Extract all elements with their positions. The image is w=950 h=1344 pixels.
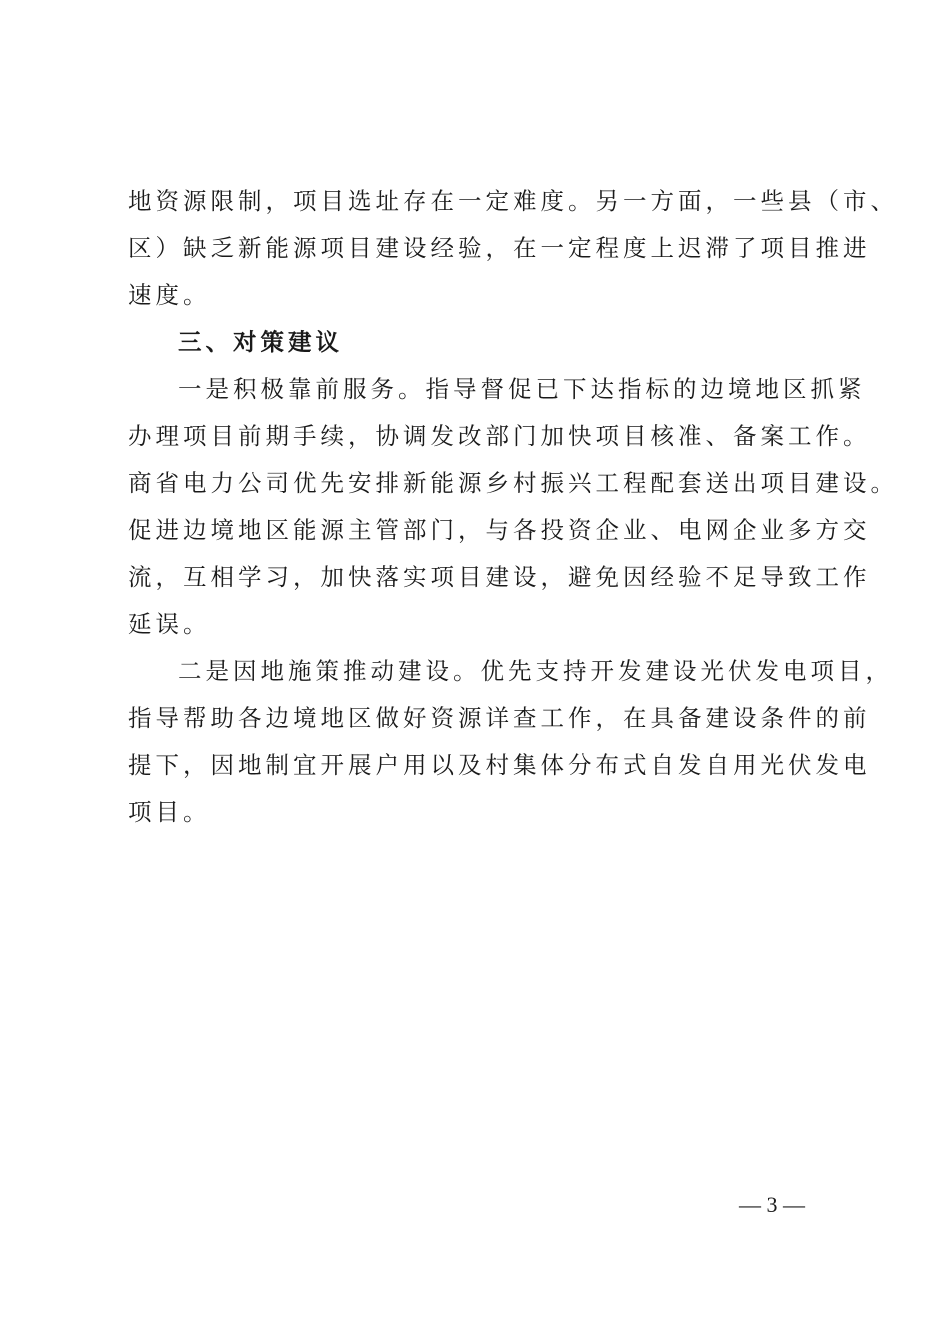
text-line: 一是积极靠前服务。指导督促已下达指标的边境地区抓紧: [178, 375, 866, 403]
text-line: 提下，因地制宜开展户用以及村集体分布式自发自用光伏发电: [128, 751, 871, 779]
section-heading: 三、对策建议: [178, 328, 343, 356]
text-line: 促进边境地区能源主管部门，与各投资企业、电网企业多方交: [128, 516, 871, 544]
text-line: 商省电力公司优先安排新能源乡村振兴工程配套送出项目建设。: [128, 469, 898, 497]
text-line: 地资源限制，项目选址存在一定难度。另一方面，一些县（市、: [128, 187, 898, 215]
text-line: 区）缺乏新能源项目建设经验，在一定程度上迟滞了项目推进: [128, 234, 871, 262]
text-line: 延误。: [128, 610, 211, 638]
text-line: 项目。: [128, 798, 211, 826]
document-body: [128, 178, 898, 836]
text-line: 指导帮助各边境地区做好资源详查工作，在具备建设条件的前: [128, 704, 871, 732]
text-line: 办理项目前期手续，协调发改部门加快项目核准、备案工作。: [128, 422, 871, 450]
text-line: 速度。: [128, 281, 211, 309]
text-line: 流，互相学习，加快落实项目建设，避免因经验不足导致工作: [128, 563, 871, 591]
text-line: 二是因地施策推动建设。优先支持开发建设光伏发电项目，: [178, 657, 893, 685]
page-number: — 3 —: [739, 1192, 805, 1217]
